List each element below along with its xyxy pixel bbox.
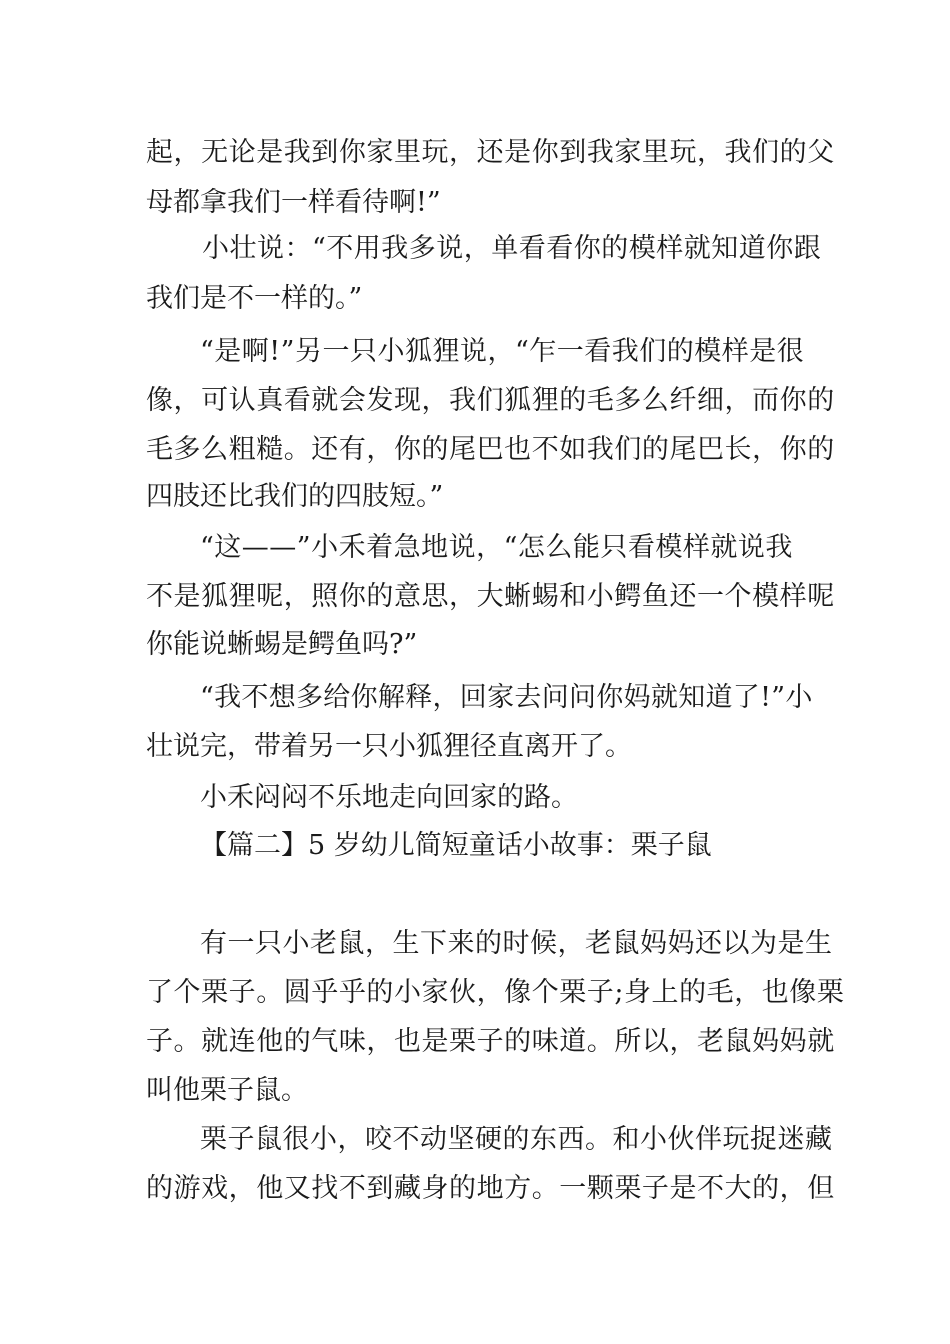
text-line-content: 小禾闷闷不乐地走向回家的路。 — [200, 782, 578, 813]
section-heading — [0, 821, 950, 871]
text-line-content: 了个栗子。圆乎乎的小家伙，像个栗子;身上的毛，也像栗 — [146, 977, 845, 1008]
text-line — [0, 1115, 950, 1165]
text-line — [0, 178, 950, 228]
text-line-content: 栗子鼠很小，咬不动坚硬的东西。和小伙伴玩捉迷藏 — [200, 1124, 833, 1155]
text-line — [0, 673, 950, 723]
text-line-content: 壮说完，带着另一只小狐狸径直离开了。 — [146, 731, 632, 762]
text-line — [0, 425, 950, 475]
text-line — [0, 274, 950, 324]
text-line-content: 不是狐狸呢，照你的意思，大蜥蜴和小鳄鱼还一个模样呢 — [146, 581, 835, 612]
text-line-content: 有一只小老鼠，生下来的时候，老鼠妈妈还以为是生 — [200, 928, 833, 959]
section-heading-text: 【篇二】5 岁幼儿简短童话小故事：栗子鼠 — [200, 830, 712, 861]
text-line-content: 我们是不一样的。” — [146, 283, 363, 314]
text-line-content: 的游戏，他又找不到藏身的地方。一颗栗子是不大的，但 — [146, 1173, 835, 1204]
text-line — [0, 1066, 950, 1116]
text-line — [0, 572, 950, 622]
text-line-content: 像，可认真看就会发现，我们狐狸的毛多么纤细，而你的 — [146, 385, 835, 416]
text-line-content: “这——”小禾着急地说，“怎么能只看模样就说我 — [200, 532, 793, 563]
text-line-content: “是啊!”另一只小狐狸说，“乍一看我们的模样是很 — [200, 336, 805, 367]
text-line-content: “我不想多给你解释，回家去问问你妈就知道了!”小 — [200, 682, 813, 713]
text-line — [0, 224, 950, 274]
text-line-content: 小壮说：“不用我多说，单看看你的模样就知道你跟 — [202, 233, 822, 264]
text-line — [0, 722, 950, 772]
text-line — [0, 327, 950, 377]
text-line — [0, 620, 950, 670]
text-line-content: 子。就连他的气味，也是栗子的味道。所以，老鼠妈妈就 — [146, 1026, 835, 1057]
text-line — [0, 1164, 950, 1214]
text-line — [0, 523, 950, 573]
text-line-content: 你能说蜥蜴是鳄鱼吗?” — [146, 629, 418, 660]
text-line-content: 母都拿我们一样看待啊!” — [146, 187, 441, 218]
text-line-content: 叫他栗子鼠。 — [146, 1075, 308, 1106]
text-line-content: 毛多么粗糙。还有，你的尾巴也不如我们的尾巴长，你的 — [146, 434, 835, 465]
text-line — [0, 472, 950, 522]
text-line — [0, 919, 950, 969]
text-line — [0, 773, 950, 823]
text-line-content: 起，无论是我到你家里玩，还是你到我家里玩，我们的父 — [146, 137, 835, 168]
text-line — [0, 968, 950, 1018]
text-line — [0, 128, 950, 178]
text-line — [0, 1017, 950, 1067]
text-line — [0, 376, 950, 426]
text-line-content: 四肢还比我们的四肢短。” — [146, 481, 444, 512]
